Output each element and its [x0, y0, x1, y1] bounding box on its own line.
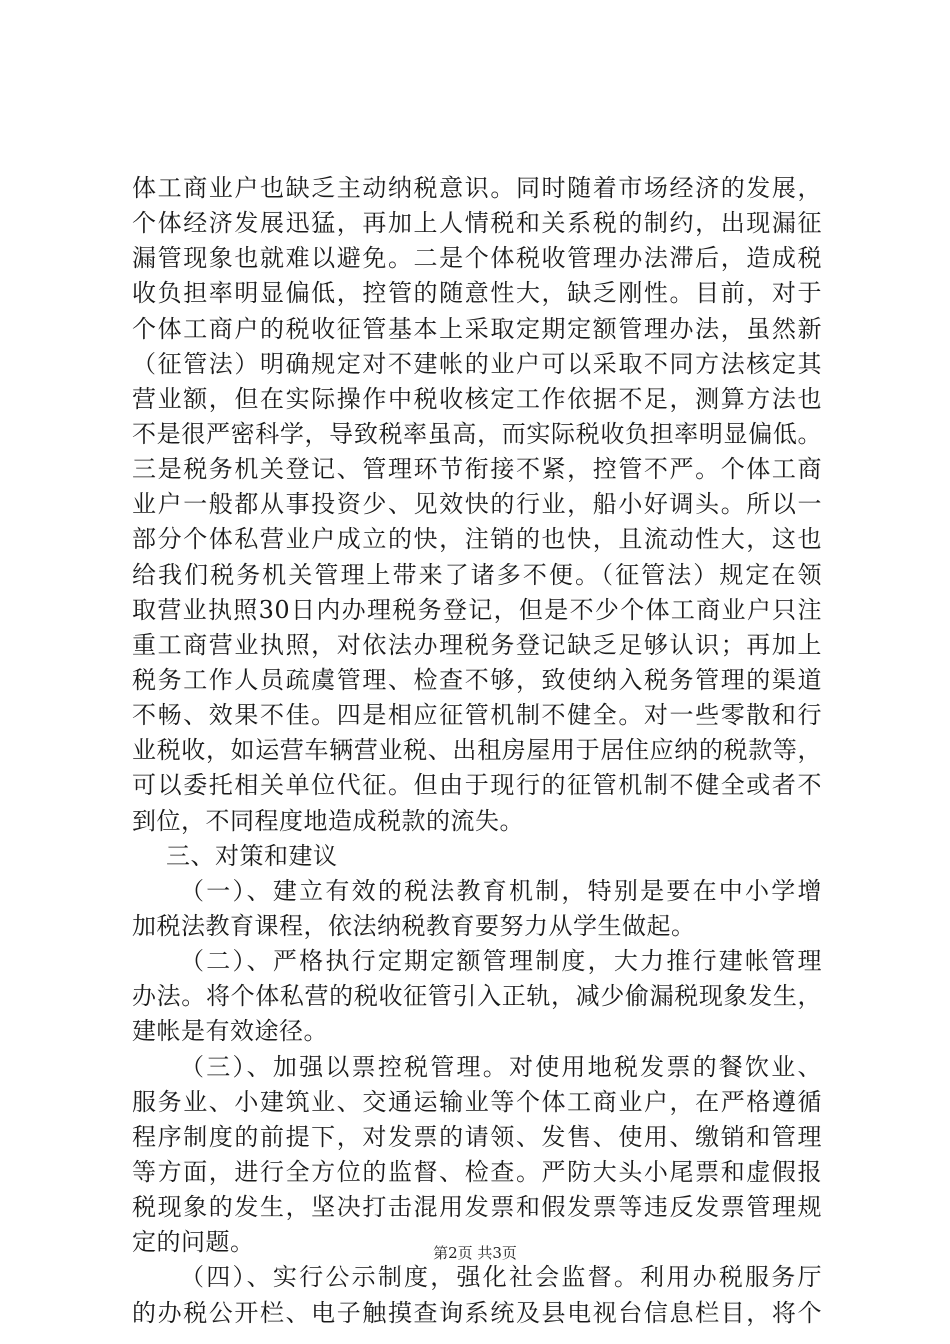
- text-line: 税现象的发生，坚决打击混用发票和假发票等违反发票管理规: [132, 1193, 822, 1222]
- text-line: 部分个体私营业户成立的快，注销的也快，且流动性大，这也: [132, 525, 822, 554]
- text-line: 等方面，进行全方位的监督、检查。严防大头小尾票和虚假报: [132, 1157, 822, 1186]
- text-line: （一）、建立有效的税法教育机制，特别是要在中小学增: [180, 876, 822, 905]
- text-line: 程序制度的前提下，对发票的请领、发售、使用、缴销和管理: [132, 1122, 822, 1151]
- text-line: 个体经济发展迅猛，再加上人情税和关系税的制约，出现漏征: [132, 209, 822, 238]
- text-line: 税务工作人员疏虞管理、检查不够，致使纳入税务管理的渠道: [132, 665, 822, 694]
- text-line: 业户一般都从事投资少、见效快的行业，船小好调头。所以一: [132, 490, 822, 519]
- text-line: 给我们税务机关管理上带来了诸多不便。（征管法）规定在领: [132, 560, 822, 589]
- text-line: 的办税公开栏、电子触摸查询系统及县电视台信息栏目，将个: [132, 1298, 822, 1327]
- text-line: 不是很严密科学，导致税率虽高，而实际税收负担率明显偏低。: [132, 419, 822, 448]
- text-line: 不畅、效果不佳。四是相应征管机制不健全。对一些零散和行: [132, 701, 822, 730]
- text-line: 加税法教育课程，依法纳税教育要努力从学生做起。: [132, 911, 696, 940]
- page-footer: [0, 1243, 950, 1263]
- text-line: 个体工商户的税收征管基本上采取定期定额管理办法，虽然新: [132, 314, 822, 343]
- text-line: 可以委托相关单位代征。但由于现行的征管机制不健全或者不: [132, 771, 822, 800]
- text-line: 办法。将个体私营的税收征管引入正轨，减少偷漏税现象发生，: [132, 982, 822, 1011]
- text-line: 营业额，但在实际操作中税收核定工作依据不足，测算方法也: [132, 384, 822, 413]
- text-line: 定的问题。: [132, 1228, 255, 1257]
- text-line: 服务业、小建筑业、交通运输业等个体工商业户，在严格遵循: [132, 1087, 822, 1116]
- text-line: （征管法）明确规定对不建帐的业户可以采取不同方法核定其: [132, 349, 822, 378]
- text-line: 到位，不同程度地造成税款的流失。: [132, 806, 524, 835]
- text-line: 业税收，如运营车辆营业税、出租房屋用于居住应纳的税款等，: [132, 736, 822, 765]
- text-line: （四）、实行公示制度，强化社会监督。利用办税服务厅: [180, 1263, 822, 1292]
- text-line: （二）、严格执行定期定额管理制度，大力推行建帐管理: [180, 947, 822, 976]
- page-number-label: 第2页 共3页: [433, 1244, 517, 1262]
- text-line: 体工商业户也缺乏主动纳税意识。同时随着市场经济的发展，: [132, 174, 822, 202]
- text-line: 漏管现象也就难以避免。二是个体税收管理办法滞后，造成税: [132, 244, 822, 273]
- text-line: 重工商营业执照，对依法办理税务登记缺乏足够认识；再加上: [132, 630, 822, 659]
- text-line: （三）、加强以票控税管理。对使用地税发票的餐饮业、: [180, 1052, 822, 1081]
- text-line: 三是税务机关登记、管理环节衔接不紧，控管不严。个体工商: [132, 455, 822, 484]
- text-line: 收负担率明显偏低，控管的随意性大，缺乏刚性。目前，对于: [132, 279, 822, 308]
- text-line: 取营业执照30日内办理税务登记，但是不少个体工商业户只注: [132, 595, 822, 624]
- section-heading: 三、对策和建议: [166, 841, 338, 870]
- text-line: 建帐是有效途径。: [132, 1017, 328, 1046]
- document-body: [132, 171, 822, 1331]
